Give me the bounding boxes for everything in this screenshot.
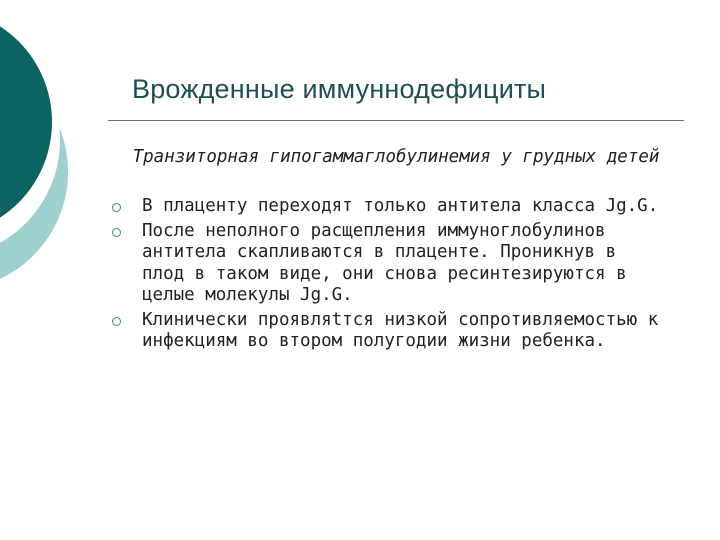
circle-bullet-icon xyxy=(112,317,121,326)
title-divider xyxy=(108,120,684,121)
decorative-circles xyxy=(0,0,90,300)
circle-bullet-icon xyxy=(112,228,121,237)
bullet-item xyxy=(108,221,668,307)
bullet-text: После неполного расщепления иммуноглобулинов антитела скапливаются в плаценте. Проникнув в плод в таком виде, они снова ресинтезируются в целые молекулы Jg.G. xyxy=(142,220,627,305)
bullet-text: Клинически проявляtтся низкой сопротивляемостью к инфекциям во втором полугодии жизни ребенка. xyxy=(142,309,659,351)
slide-title: Врожденные иммуннодефициты xyxy=(132,74,547,104)
circle-bullet-icon xyxy=(112,203,121,212)
bullet-item xyxy=(108,310,668,353)
bullet-text: В плаценту переходят только антитела класса Jg.G. xyxy=(142,196,659,216)
bullet-item xyxy=(108,196,668,218)
slide-subtitle: Транзиторная гипогаммаглобулинемия у грудных детей xyxy=(132,147,660,167)
bullet-list xyxy=(108,196,668,356)
